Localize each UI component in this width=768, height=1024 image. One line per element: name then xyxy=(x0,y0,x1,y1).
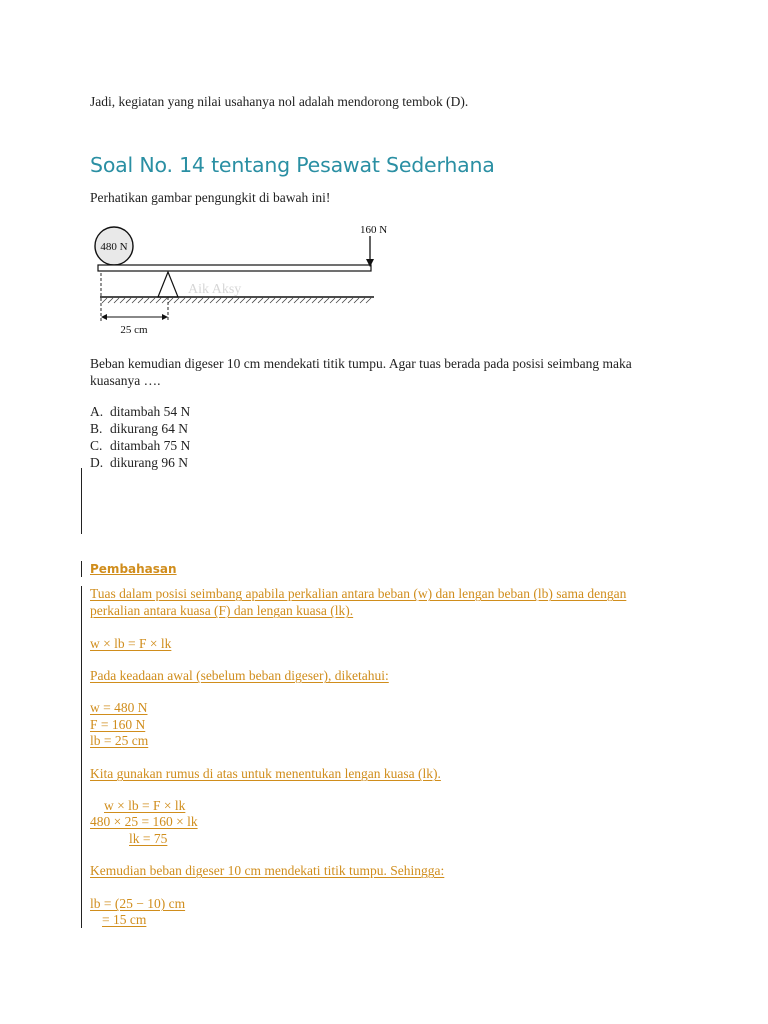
option-a-letter: A. xyxy=(90,404,104,419)
option-d xyxy=(90,454,188,471)
hatch-mark xyxy=(186,298,191,303)
hatch-mark xyxy=(114,298,119,303)
hatch-mark xyxy=(306,298,311,303)
discussion-given-lb: lb = 25 cm xyxy=(90,733,149,748)
hatch-mark xyxy=(282,298,287,303)
option-b-text: dikurang 64 N xyxy=(110,421,188,436)
hatch-mark xyxy=(228,298,233,303)
question-instruction: Perhatikan gambar pengungkit di bawah ini! xyxy=(90,190,331,205)
discussion-use-formula: Kita gunakan rumus di atas untuk menentukan lengan kuasa (lk). xyxy=(90,766,441,781)
hatch-mark xyxy=(132,298,137,303)
hatch-mark xyxy=(348,298,353,303)
edit-bar-top xyxy=(81,468,82,534)
hatch-mark xyxy=(156,298,161,303)
discussion-shift-text: Kemudian beban digeser 10 cm mendekati titik tumpu. Sehingga: xyxy=(90,863,445,878)
discussion-explain-line2: perkalian antara kuasa (F) dan lengan kuasa (lk). xyxy=(90,603,354,618)
hatch-mark xyxy=(174,298,179,303)
hatch-mark xyxy=(252,298,257,303)
hatch-mark xyxy=(108,298,113,303)
hatch-mark xyxy=(330,298,335,303)
discussion-new-lb: lb = (25 − 10) cm xyxy=(90,896,186,911)
hatch-mark xyxy=(234,298,239,303)
edit-bar-title xyxy=(81,561,82,577)
lever-figure xyxy=(92,217,388,344)
hatch-mark xyxy=(204,298,209,303)
lever-beam xyxy=(98,265,371,271)
hatch-mark xyxy=(354,298,359,303)
hatch-mark xyxy=(216,298,221,303)
hatch-mark xyxy=(222,298,227,303)
discussion-new-lb-result: = 15 cm xyxy=(102,912,147,927)
intro-conclusion: Jadi, kegiatan yang nilai usahanya nol adalah mendorong tembok (D). xyxy=(90,94,469,109)
option-b xyxy=(90,420,188,437)
question-text-line2: kuasanya …. xyxy=(90,373,161,388)
hatch-mark xyxy=(336,298,341,303)
hatch-mark xyxy=(210,298,215,303)
hatch-mark xyxy=(324,298,329,303)
option-a-text: ditambah 54 N xyxy=(110,404,191,419)
hatch-mark xyxy=(366,298,371,303)
watermark-text: Aik Aksy xyxy=(188,282,242,297)
discussion-title: Pembahasan xyxy=(90,562,177,576)
edit-bar-discussion xyxy=(81,586,82,928)
option-a xyxy=(90,403,190,420)
option-d-letter: D. xyxy=(90,455,104,470)
discussion-given-f: F = 160 N xyxy=(90,717,146,732)
discussion-given-w: w = 480 N xyxy=(90,700,148,715)
hatch-mark xyxy=(192,298,197,303)
hatch-mark xyxy=(246,298,251,303)
question-text-line1: Beban kemudian digeser 10 cm mendekati titik tumpu. Agar tuas berada pada posisi seimbang maka xyxy=(90,356,632,371)
hatch-mark xyxy=(270,298,275,303)
hatch-mark xyxy=(258,298,263,303)
hatch-mark xyxy=(126,298,131,303)
hatch-mark xyxy=(180,298,185,303)
force-label: 160 N xyxy=(360,224,388,236)
discussion-initial-state: Pada keadaan awal (sebelum beban digeser), diketahui: xyxy=(90,668,389,683)
hatch-mark xyxy=(144,298,149,303)
load-label: 480 N xyxy=(100,241,128,253)
hatch-mark xyxy=(276,298,281,303)
hatch-mark xyxy=(318,298,323,303)
hatch-mark xyxy=(198,298,203,303)
lever-diagram xyxy=(92,217,388,339)
discussion-explain-line1: Tuas dalam posisi seimbang apabila perkalian antara beban (w) dan lengan beban (lb) sama dengan xyxy=(90,586,627,601)
hatch-mark xyxy=(138,298,143,303)
discussion-calc1: w × lb = F × lk xyxy=(104,798,186,813)
discussion-calc3: lk = 75 xyxy=(129,831,168,846)
hatch-mark xyxy=(102,298,107,303)
hatch-mark xyxy=(168,298,173,303)
option-b-letter: B. xyxy=(90,421,103,436)
fulcrum-triangle xyxy=(158,272,178,297)
hatch-mark xyxy=(120,298,125,303)
discussion-formula: w × lb = F × lk xyxy=(90,636,172,651)
hatch-mark xyxy=(312,298,317,303)
hatch-mark xyxy=(300,298,305,303)
distance-label: 25 cm xyxy=(120,324,148,336)
option-c-text: ditambah 75 N xyxy=(110,438,191,453)
option-c-letter: C. xyxy=(90,438,103,453)
hatch-mark xyxy=(264,298,269,303)
hatch-mark xyxy=(162,298,167,303)
hatch-mark xyxy=(150,298,155,303)
hatch-mark xyxy=(240,298,245,303)
hatch-mark xyxy=(360,298,365,303)
hatch-mark xyxy=(342,298,347,303)
ground-hatching xyxy=(102,298,371,303)
option-d-text: dikurang 96 N xyxy=(110,455,188,470)
option-c xyxy=(90,437,190,454)
discussion-calc2: 480 × 25 = 160 × lk xyxy=(90,814,198,829)
hatch-mark xyxy=(288,298,293,303)
distance-arrowhead-right xyxy=(162,314,168,320)
page-heading: Soal No. 14 tentang Pesawat Sederhana xyxy=(90,153,495,177)
hatch-mark xyxy=(294,298,299,303)
distance-arrowhead-left xyxy=(101,314,107,320)
